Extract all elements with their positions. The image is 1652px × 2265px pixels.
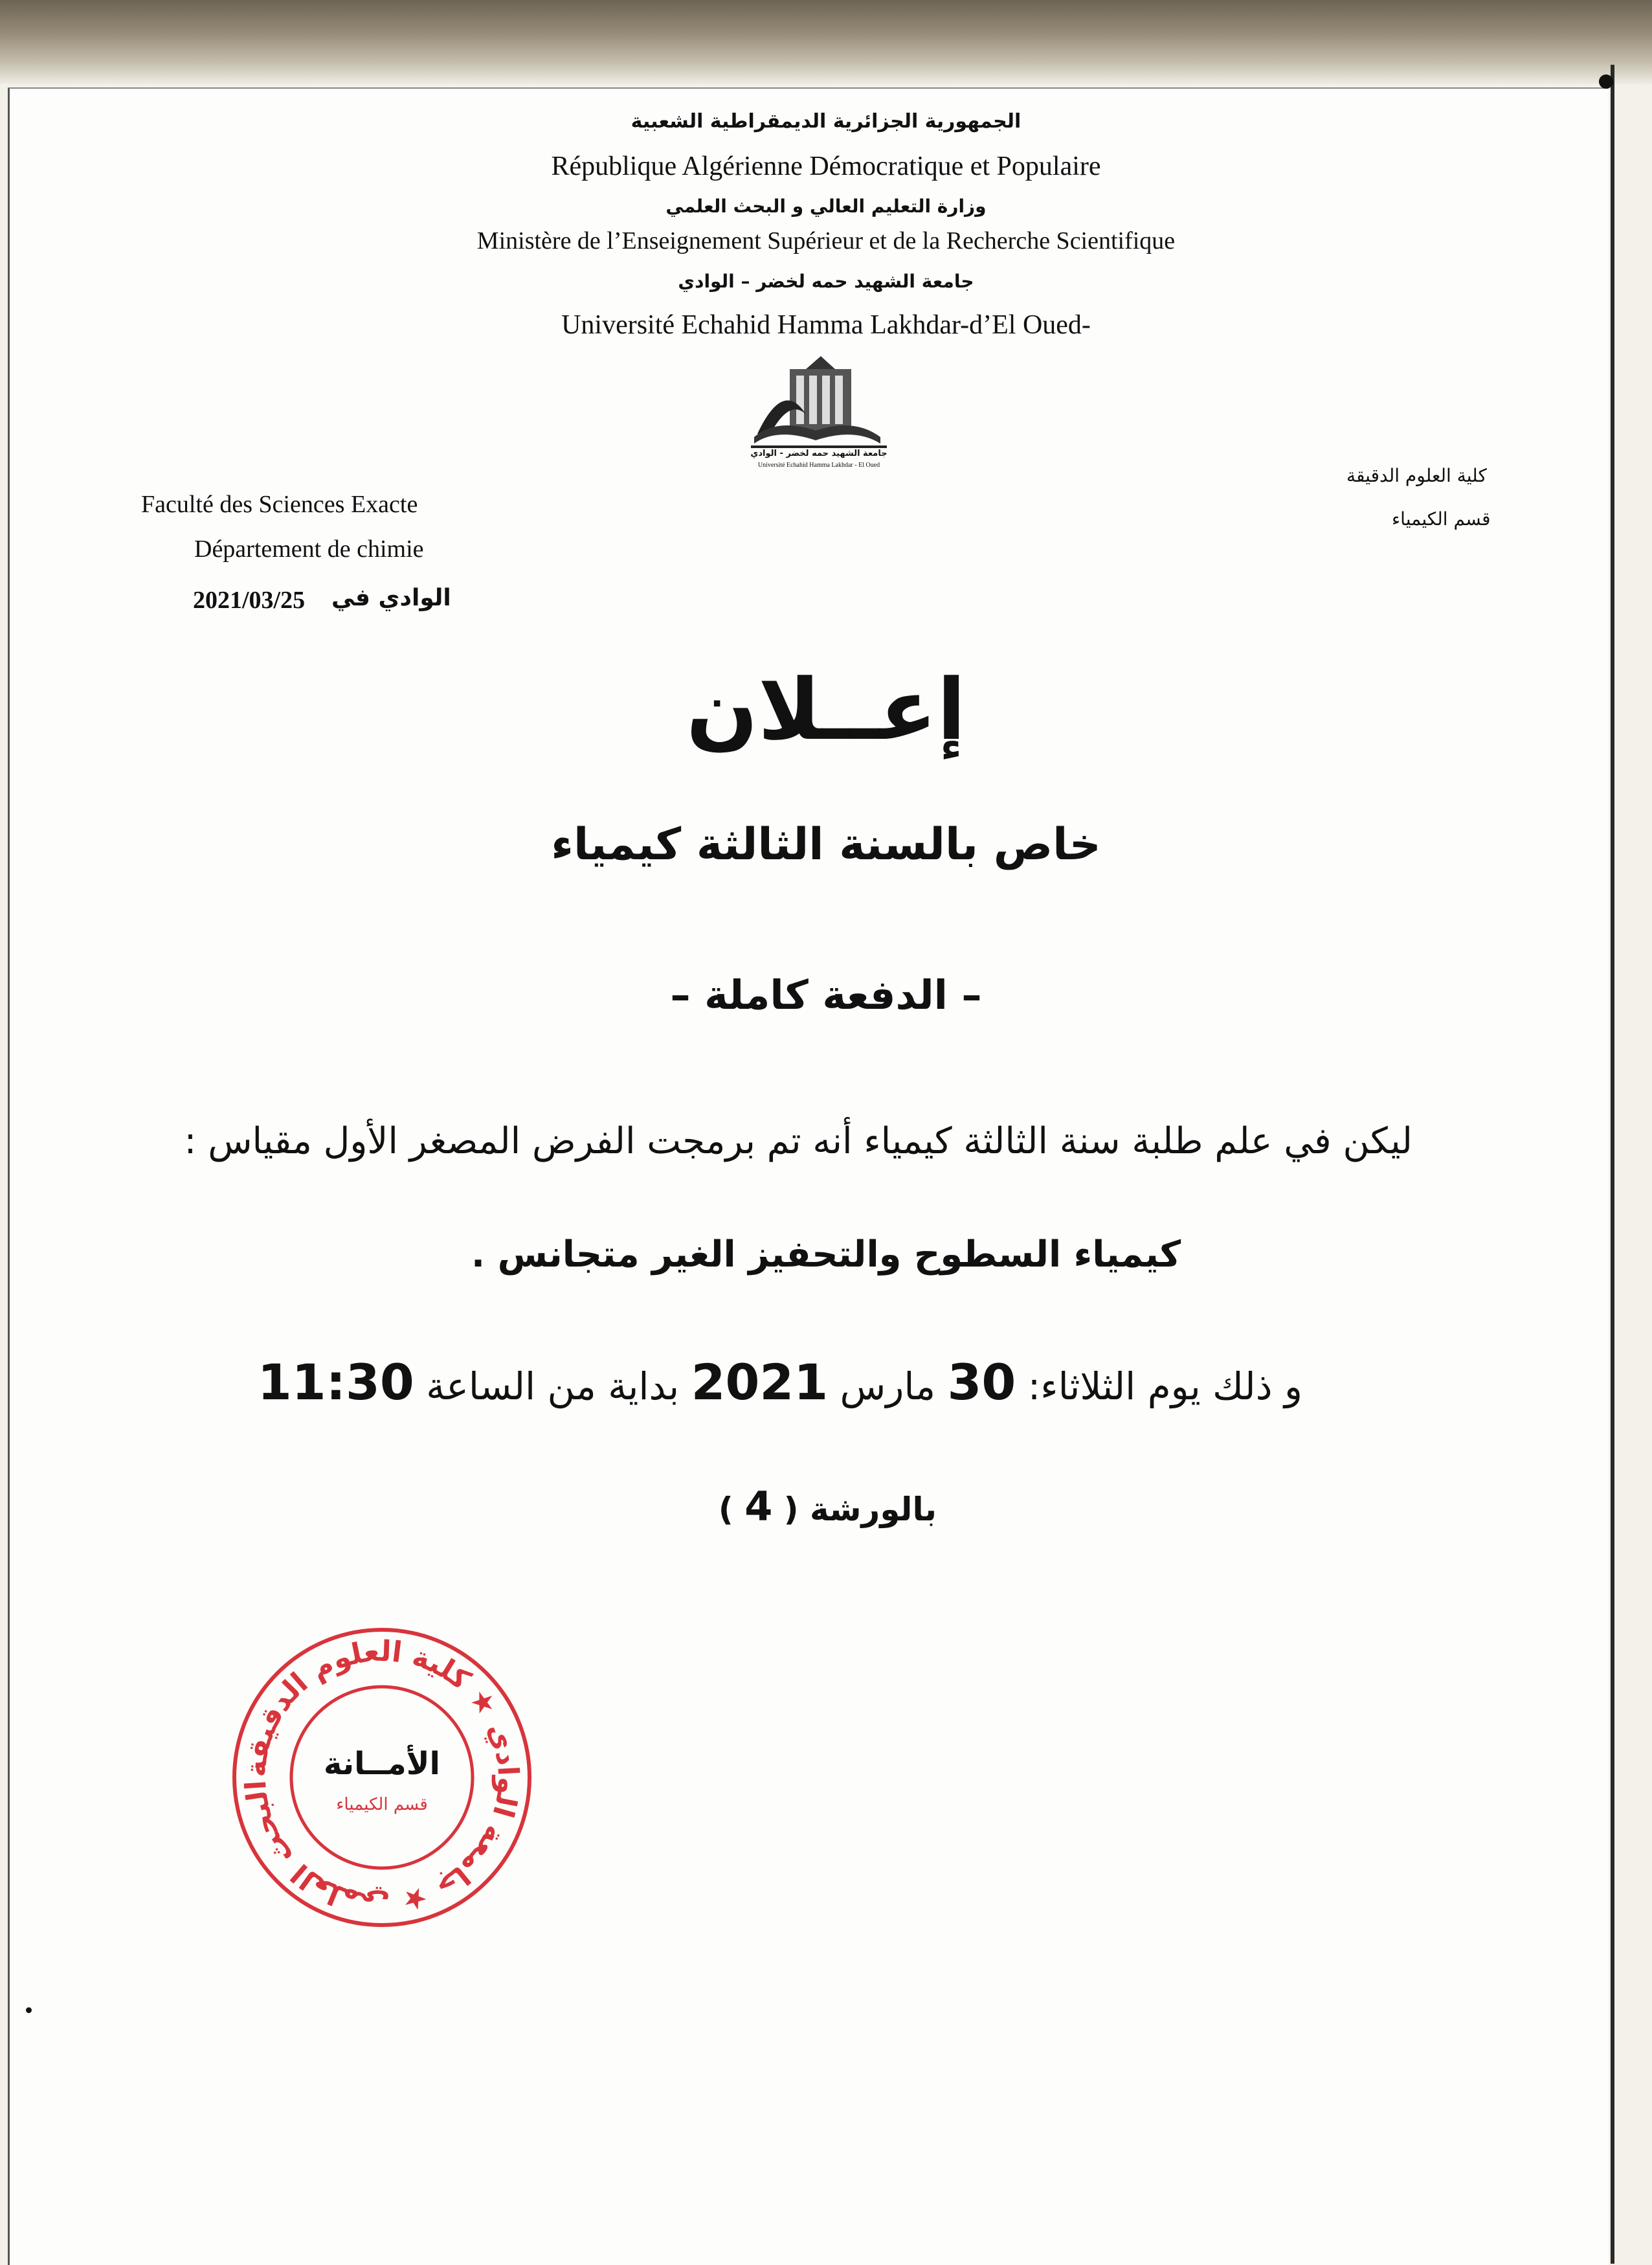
schedule-day: 30 (947, 1353, 1016, 1411)
room-paren-close: ) (718, 1491, 733, 1528)
schedule-prefix: و ذلك يوم الثلاثاء: (1027, 1364, 1302, 1408)
module-name: كيمياء السطوح والتحفيز الغير متجانس . (471, 1234, 1181, 1276)
seal-center-sub: قسم الكيمياء (336, 1795, 428, 1814)
seal-ring-text: البحث العلمي ★ جامعة الوادي ★ كلية العلوم الدقيقة (239, 1634, 525, 1921)
university-logo-icon (744, 353, 893, 473)
announcement-subtitle: خاص بالسنة الثالثة كيمياء (551, 819, 1101, 870)
room-paren-open: ( (783, 1491, 799, 1528)
schedule-from: بداية من الساعة (426, 1364, 680, 1408)
header-university-ar: جامعة الشهيد حمه لخضر – الوادي (678, 271, 974, 292)
schedule-year: 2021 (691, 1353, 829, 1411)
schedule-hour: 11:30 (257, 1353, 414, 1411)
header-republic-fr: République Algérienne Démocratique et Populaire (551, 152, 1101, 181)
schedule-line (258, 1353, 1302, 1411)
date-label-ar: الوادي في (331, 585, 451, 611)
seal-center-title: الأمــانة (324, 1746, 440, 1782)
room-line (719, 1483, 937, 1530)
room-number: 4 (744, 1483, 773, 1530)
header-ministry-ar: وزارة التعليم العالي و البحث العلمي (665, 196, 987, 217)
header-republic-ar: الجمهورية الجزائرية الديمقراطية الشعبية (631, 110, 1021, 133)
announcement-cohort: – الدفعة كاملة – (670, 971, 982, 1019)
department-ar: قسم الكيمياء (1392, 508, 1491, 530)
announcement-body: ليكن في علم طلبة سنة الثالثة كيمياء أنه تم برمجت الفرض المصغر الأول مقياس : (184, 1120, 1412, 1162)
department-fr: Département de chimie (194, 535, 424, 563)
scan-border-top (0, 0, 1652, 84)
date-value: 2021/03/25 (193, 587, 306, 614)
scan-speck (26, 2007, 32, 2013)
header-ministry-fr: Ministère de l’Enseignement Supérieur et de la Recherche Scientifique (476, 227, 1176, 254)
scan-speck (1599, 74, 1613, 89)
announcement-title: إعــلان (686, 660, 966, 759)
header-university-fr: Université Echahid Hamma Lakhdar-d’El Oued- (561, 310, 1091, 340)
faculty-ar: كلية العلوم الدقيقة (1346, 465, 1487, 486)
room-label: بالورشة (810, 1491, 937, 1528)
faculty-fr: Faculté des Sciences Exacte (141, 491, 418, 518)
schedule-month: مارس (840, 1364, 936, 1408)
logo-caption-ar: جامعة الشهيد حمه لخضر - الوادي (750, 449, 887, 458)
official-seal-icon (230, 1625, 534, 1930)
scan-border-right (1611, 65, 1614, 2264)
logo-caption-fr: Université Echahid Hamma Lakhdar - El Oued (757, 462, 880, 469)
